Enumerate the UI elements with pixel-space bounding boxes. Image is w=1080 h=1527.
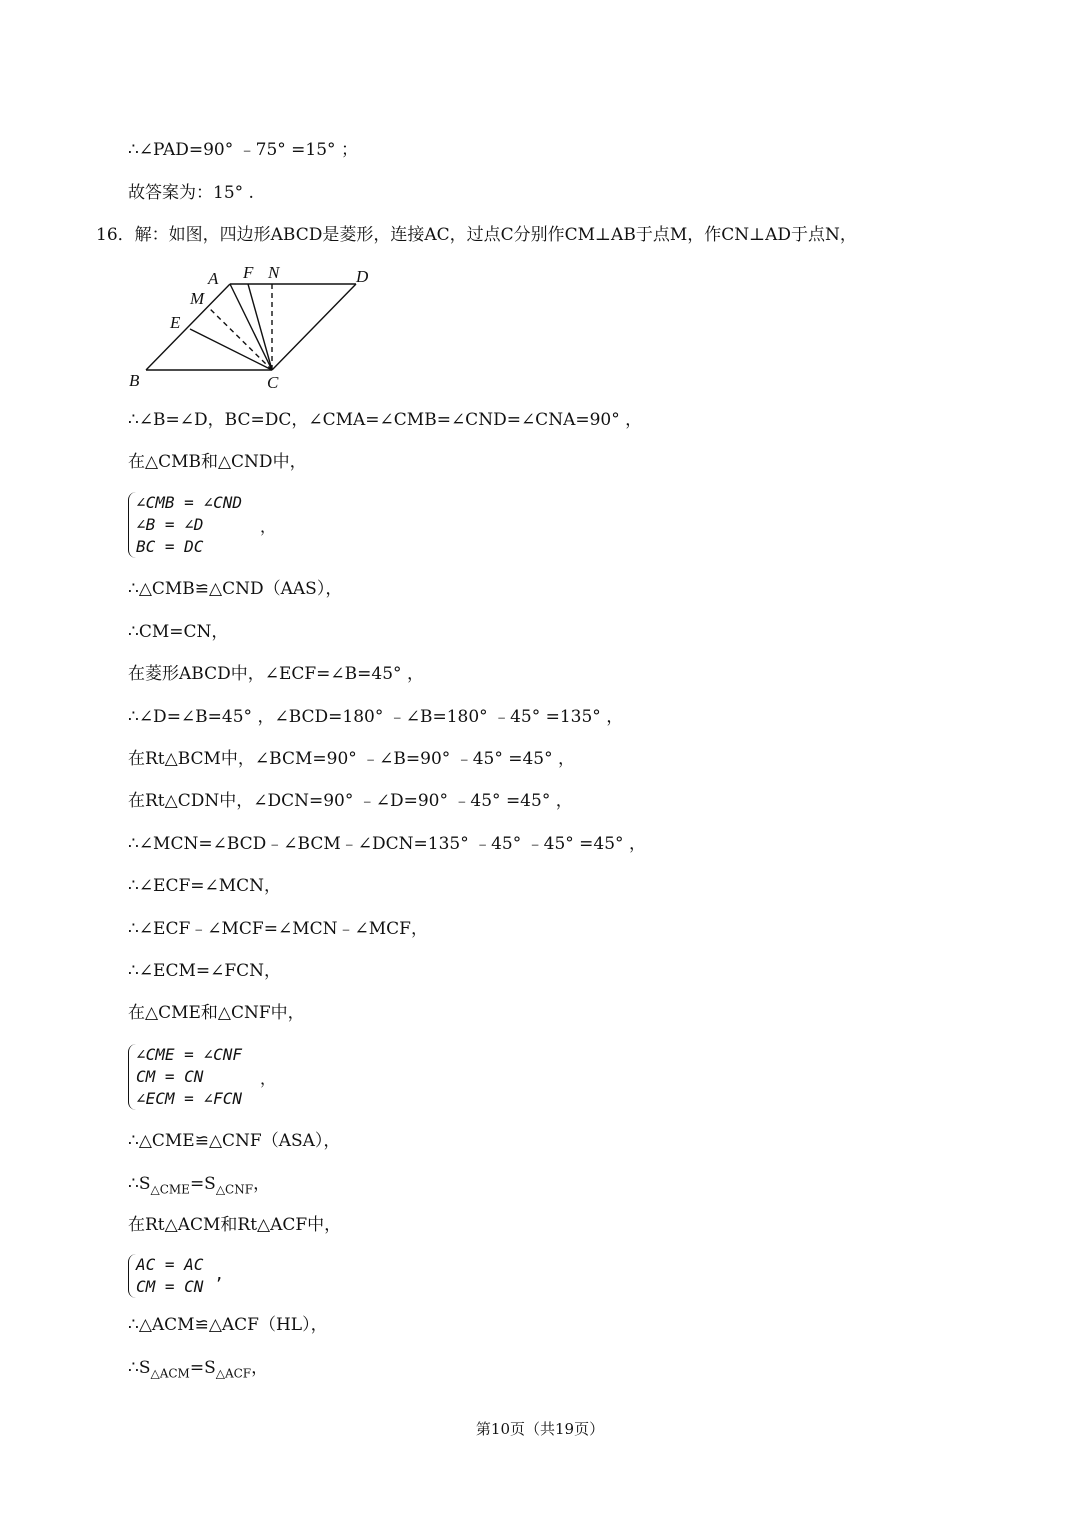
text-span: ， bbox=[251, 1358, 269, 1378]
text-line: ∴∠D=∠B=45° ，∠BCD=180° ﹣∠B=180° ﹣45° =135° ， bbox=[128, 707, 624, 727]
equation-row: BC = DC bbox=[136, 537, 204, 556]
text-line: ∴∠PAD=90° ﹣75° =15° ； bbox=[128, 140, 358, 160]
text-line: 在Rt△CDN中，∠DCN=90° ﹣∠D=90° ﹣45° =45° ， bbox=[128, 791, 573, 811]
text-span: ∴S bbox=[128, 1358, 151, 1378]
label-a: A bbox=[208, 269, 219, 288]
edge-ab bbox=[146, 284, 230, 370]
equation-row: ∠ECM = ∠FCN bbox=[136, 1089, 242, 1108]
edge-dc bbox=[272, 284, 356, 370]
text-line: ∴△CME≌△CNF（ASA）， bbox=[128, 1131, 341, 1151]
area-equality-line bbox=[128, 1173, 270, 1200]
label-b: B bbox=[129, 371, 140, 390]
label-e: E bbox=[170, 313, 181, 332]
text-line: ∴∠ECM=∠FCN， bbox=[128, 961, 282, 981]
text-line: ∴△CMB≌△CND（AAS）， bbox=[128, 579, 343, 599]
label-f: F bbox=[243, 263, 254, 282]
text-span: =S bbox=[189, 1358, 216, 1378]
subscript: △ACF bbox=[215, 1366, 252, 1381]
segment-cm bbox=[208, 307, 272, 370]
text-line: ∴∠ECF=∠MCN， bbox=[128, 876, 282, 896]
equation-tail: ， bbox=[260, 517, 277, 536]
equation-row: CM = CN bbox=[136, 1067, 204, 1086]
subscript: △CME bbox=[150, 1182, 190, 1197]
rhombus-figure bbox=[124, 262, 372, 390]
area-equality-line bbox=[128, 1357, 268, 1384]
equation-row: AC = AC bbox=[136, 1255, 204, 1274]
text-line: ∴CM=CN， bbox=[128, 622, 229, 642]
label-n: N bbox=[268, 263, 280, 282]
text-line: 故答案为：15° . bbox=[128, 183, 254, 203]
problem-16-statement: 16．解：如图，四边形ABCD是菱形，连接AC，过点C分别作CM⊥AB于点M，作CN⊥AD于点N， bbox=[96, 225, 857, 245]
text-line: ∴△ACM≌△ACF（HL）， bbox=[128, 1315, 328, 1335]
equation-tail: ， bbox=[260, 1069, 277, 1088]
text-line: 在菱形ABCD中，∠ECF=∠B=45° ， bbox=[128, 664, 424, 684]
equation-row: CM = CN bbox=[136, 1277, 204, 1296]
label-m: M bbox=[190, 289, 205, 308]
text-line: ∴∠MCN=∠BCD﹣∠BCM﹣∠DCN=135° ﹣45° ﹣45° =45° ， bbox=[128, 834, 646, 854]
text-line: 在△CMB和△CND中， bbox=[128, 452, 307, 472]
equation-row: ∠CME = ∠CNF bbox=[136, 1045, 242, 1064]
text-line: ∴∠ECF﹣∠MCF=∠MCN﹣∠MCF， bbox=[128, 919, 428, 939]
subscript: △ACM bbox=[150, 1366, 190, 1381]
equation-row: ∠B = ∠D bbox=[136, 515, 204, 534]
equation-tail: ’ bbox=[214, 1274, 224, 1293]
page-footer: 第10页（共19页） bbox=[475, 1420, 605, 1438]
text-span: =S bbox=[189, 1174, 216, 1194]
text-line: 在△CME和△CNF中， bbox=[128, 1003, 305, 1023]
text-line: ∴∠B=∠D，BC=DC，∠CMA=∠CMB=∠CND=∠CNA=90° ， bbox=[128, 410, 643, 430]
text-line: 在Rt△BCM中，∠BCM=90° ﹣∠B=90° ﹣45° =45° ， bbox=[128, 749, 576, 769]
segment-ce bbox=[190, 329, 272, 370]
label-c: C bbox=[267, 373, 279, 390]
label-d: D bbox=[356, 267, 369, 286]
text-line: 在Rt△ACM和Rt△ACF中， bbox=[128, 1215, 342, 1235]
text-span: ∴S bbox=[128, 1174, 151, 1194]
subscript: △CNF bbox=[215, 1182, 254, 1197]
text-span: ， bbox=[253, 1174, 271, 1194]
equation-row: ∠CMB = ∠CND bbox=[136, 493, 242, 512]
